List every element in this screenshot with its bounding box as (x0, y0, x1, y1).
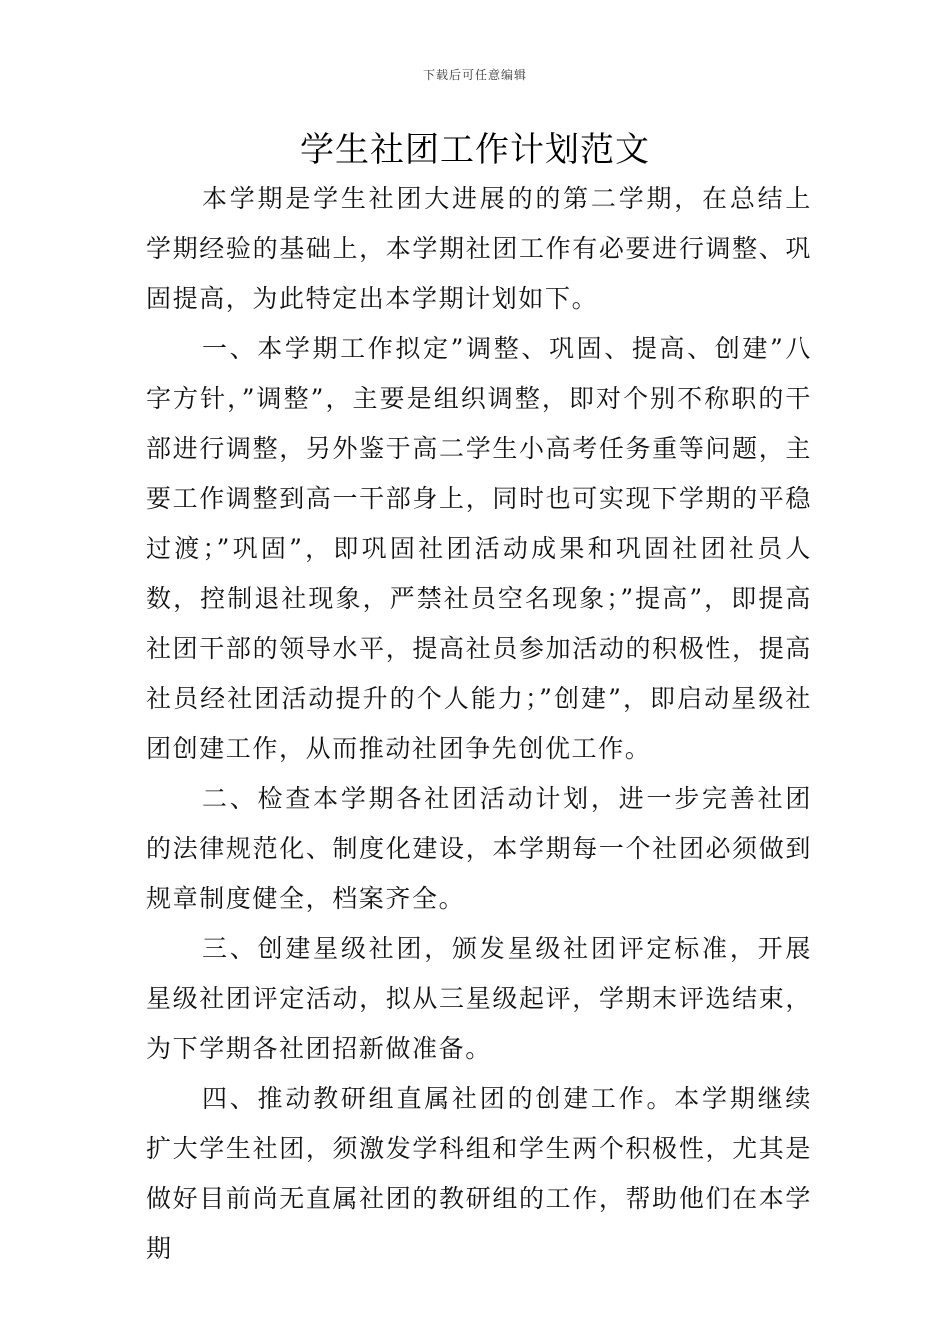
document-body (146, 174, 812, 1274)
paragraph-item-2: 二、检查本学期各社团活动计划，进一步完善社团的法律规范化、制度化建设，本学期每一个社团必须做到规章制度健全，档案齐全。 (146, 784, 812, 913)
paragraph-item-1: 一、本学期工作拟定”调整、巩固、提高、创建”八字方针，”调整”，主要是组织调整，即对个别不称职的干部进行调整，另外鉴于高二学生小高考任务重等问题，主要工作调整到高一干部身上，同时也可实现下学期的平稳过渡；”巩固”，即巩固社团活动成果和巩固社团社员人数，控制退社现象，严禁社员空名现象；”提高”，即提高社团干部的领导水平，提高社员参加活动的积极性，提高社员经社团活动提升的个人能力；”创建”，即启动星级社团创建工作，从而推动社团争先创优工作。 (146, 334, 812, 763)
document-title: 学生社团工作计划范文 (300, 130, 650, 170)
paragraph-intro: 本学期是学生社团大进展的的第二学期，在总结上学期经验的基础上，本学期社团工作有必要进行调整、巩固提高，为此特定出本学期计划如下。 (146, 184, 812, 313)
paragraph-item-4: 四、推动教研组直属社团的创建工作。本学期继续扩大学生社团，须激发学科组和学生两个积极性，尤其是做好目前尚无直属社团的教研组的工作，帮助他们在本学期 (146, 1084, 812, 1263)
paragraph-item-3: 三、创建星级社团，颁发星级社团评定标准，开展星级社团评定活动，拟从三星级起评，学期末评选结束，为下学期各社团招新做准备。 (146, 934, 812, 1063)
header-note: 下载后可任意编辑 (422, 68, 527, 82)
